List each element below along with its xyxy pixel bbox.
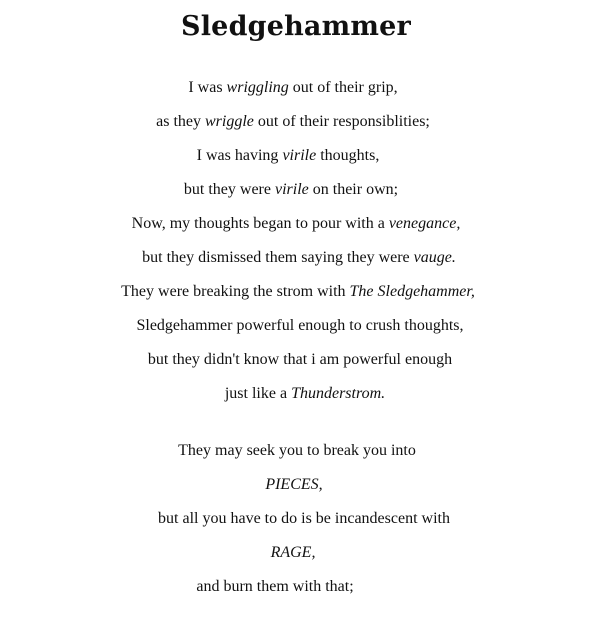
line-text: but all you have to do is be incandescent with (158, 510, 450, 527)
line-text: on their own; (308, 181, 399, 198)
line-text: and burn them with that; (196, 578, 354, 595)
poem-line (0, 112, 589, 132)
poem-line (0, 146, 584, 166)
line-text: Now, my thoughts began to pour with a (131, 215, 389, 232)
line-text: as they (156, 113, 205, 130)
line-emphasis: wriggling (226, 79, 289, 96)
line-emphasis: PIECES, (265, 476, 323, 493)
line-text: thoughts, (316, 147, 380, 164)
poem-line (0, 475, 590, 495)
line-text: out of their grip, (288, 79, 398, 96)
poem-line (0, 78, 589, 98)
poem-line (1, 441, 592, 461)
line-text: Sledgehammer powerful enough to crush thoughts, (136, 317, 464, 334)
poem-title: Sledgehammer (181, 11, 411, 42)
line-emphasis: The Sledgehammer, (349, 283, 475, 300)
line-emphasis: Thunderstrom. (291, 385, 386, 402)
poem-line (4, 350, 592, 370)
line-text: I was (188, 79, 227, 96)
poem-line (8, 509, 592, 529)
poem-line (2, 282, 592, 302)
line-emphasis: virile (282, 147, 317, 164)
line-text: They may seek you to break you into (178, 442, 416, 459)
poem-line (3, 248, 592, 268)
line-emphasis: venegance, (388, 215, 461, 232)
line-text: but they were (183, 181, 275, 198)
poem-line (0, 577, 571, 597)
line-emphasis: vauge. (413, 249, 456, 266)
poem-line (0, 180, 587, 200)
line-text: but they dismissed them saying they were (142, 249, 414, 266)
line-text: out of their responsiblities; (253, 113, 430, 130)
line-emphasis: virile (274, 181, 309, 198)
line-text: but they didn't know that i am powerful enough (147, 351, 453, 368)
line-emphasis: RAGE, (270, 544, 316, 561)
poem-line (9, 384, 592, 404)
poem-line (0, 214, 592, 234)
line-emphasis: wriggle (205, 113, 254, 130)
line-text: just like a (224, 385, 292, 402)
poem-line (0, 543, 589, 563)
line-text: They were breaking the strom with (121, 283, 350, 300)
poem-line (4, 316, 592, 336)
line-text: I was having (196, 147, 283, 164)
